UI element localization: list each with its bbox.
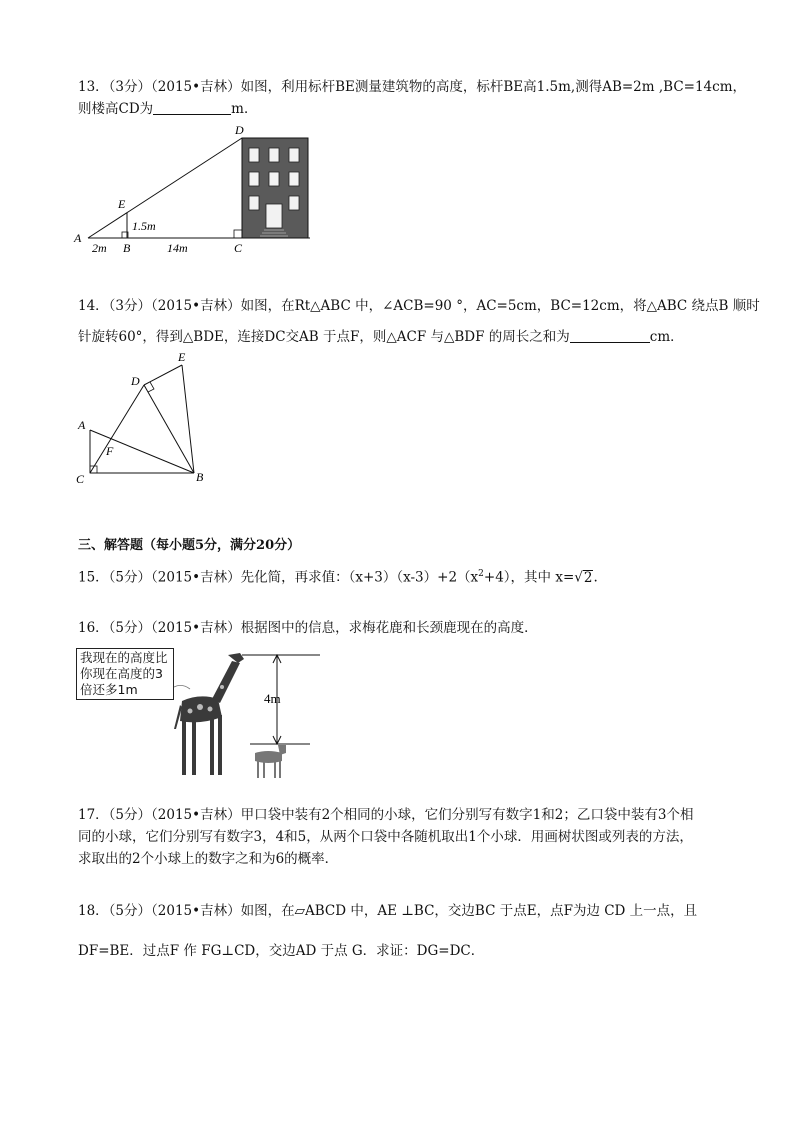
q17-line3: 求取出的2个小球上的数字之和为6的概率． — [78, 851, 339, 867]
q13-unit: m． — [231, 101, 258, 117]
q17-line1: 17．（5分）（2015•吉林）甲口袋中装有2个相同的小球，它们分别写有数字1和2；乙口袋中装有3个相 — [78, 807, 694, 823]
q15-sqrt-value: 2 — [583, 569, 593, 586]
q14-answer-blank — [570, 328, 650, 343]
deer-image — [255, 745, 286, 778]
q13-line1: 13．（3分）（2015•吉林）如图，利用标杆BE测量建筑物的高度，标杆BE高1.5m,测得AB=2m ,BC=14cm， — [78, 79, 747, 95]
q14-prompt: 针旋转60°，得到△BDE，连接DC交AB 于点F，则△ACF 与△BDF 的周长之和为 — [78, 329, 570, 345]
q18-line1: 18．（5分）（2015•吉林）如图，在▱ABCD 中，AE ⊥BC，交边BC 于点E，点F为边 CD 上一点，且 — [78, 903, 698, 919]
q13-label-be: 1.5m — [132, 219, 156, 233]
q13-figure — [70, 120, 320, 260]
q16-line: 16．（5分）（2015•吉林）根据图中的信息，求梅花鹿和长颈鹿现在的高度． — [78, 620, 538, 636]
q13-label-e: E — [118, 197, 126, 211]
q14-label-f: F — [106, 444, 114, 458]
q15-sqrt-sign: √ — [574, 569, 583, 586]
q16-figure — [160, 645, 325, 785]
q14-label-e: E — [178, 350, 186, 364]
q13-line2 — [78, 100, 257, 118]
q14-line2 — [78, 328, 684, 346]
section-heading: 三、解答题（每小题5分，满分20分） — [78, 538, 301, 553]
q13-label-ab: 2m — [92, 241, 107, 255]
q14-unit: cm． — [649, 329, 684, 345]
q13-label-c: C — [234, 241, 243, 255]
q15-line — [78, 565, 598, 587]
q16-dim-label: 4m — [264, 691, 281, 706]
q13-label-a: A — [74, 231, 82, 245]
q18-line2: DF=BE．过点F 作 FG⊥CD，交边AD 于点 G．求证：DG=DC． — [78, 943, 485, 959]
q13-label-bc: 14m — [167, 241, 188, 255]
q14-line1: 14．（3分）（2015•吉林）如图，在Rt△ABC 中，∠ACB=90 °，AC=5cm，BC=12cm，将△ABC 绕点B 顺时 — [78, 298, 760, 314]
q14-figure — [70, 345, 220, 490]
q15-text-1: 15．（5分）（2015•吉林）先化简，再求值：（x+3）（x-3）+2（x — [78, 569, 479, 586]
q16-speech-box: 我现在的高度比你现在高度的3倍还多1m — [76, 648, 174, 700]
q13-prompt: 则楼高CD为 — [78, 101, 154, 117]
q13-label-b: B — [123, 241, 131, 255]
q13-label-d: D — [235, 123, 244, 137]
q14-label-b: B — [196, 470, 204, 484]
q14-label-a: A — [78, 418, 86, 432]
q14-label-c: C — [76, 472, 85, 486]
q15-text-2: +4），其中 x= — [483, 569, 575, 586]
q17-line2: 同的小球，它们分别写有数字3，4和5，从两个口袋中各随机取出1个小球．用画树状图或列表的方法， — [78, 829, 693, 845]
q15-exponent: 2 — [478, 569, 484, 579]
q14-label-d: D — [131, 374, 140, 388]
giraffe-image — [174, 653, 244, 775]
q13-answer-blank — [153, 100, 231, 115]
q15-text-3: . — [593, 569, 598, 586]
